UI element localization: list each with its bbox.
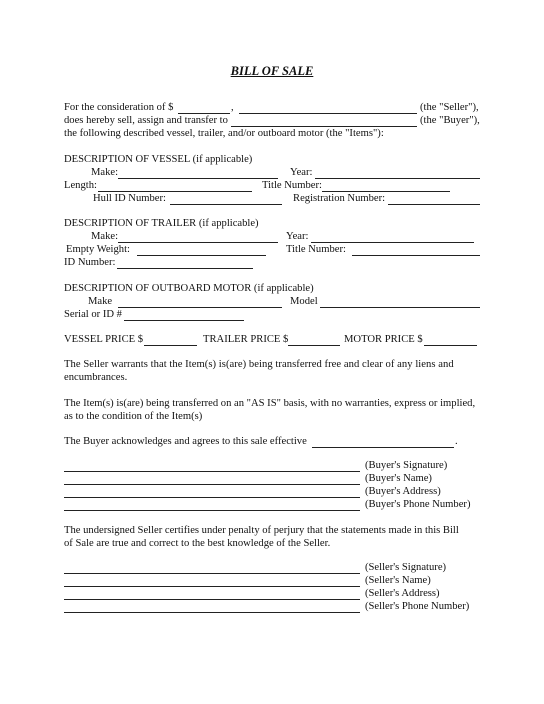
trailer-empty-weight-field[interactable] — [137, 255, 266, 256]
vessel-registration-label: Registration Number: — [293, 193, 386, 204]
buyer-label: (the "Buyer"), — [420, 115, 480, 126]
vessel-make-field[interactable] — [118, 178, 278, 179]
seller-phone-label: (Seller's Phone Number) — [365, 601, 470, 612]
motor-model-label: Model — [290, 296, 318, 307]
seller-label: (the "Seller"), — [420, 102, 479, 113]
trailer-year-label: Year: — [286, 231, 309, 242]
buyer-phone-field[interactable] — [64, 510, 360, 511]
vessel-year-field[interactable] — [315, 178, 480, 179]
vessel-price-label: VESSEL PRICE $ — [64, 334, 144, 345]
effective-period: . — [455, 436, 458, 447]
motor-make-field[interactable] — [118, 307, 282, 308]
seller-signature-label: (Seller's Signature) — [365, 562, 447, 573]
buyer-signature-label: (Buyer's Signature) — [365, 460, 448, 471]
vessel-length-label: Length: — [64, 180, 97, 191]
trailer-title-number-label: Title Number: — [286, 244, 346, 255]
vessel-hull-id-field[interactable] — [170, 204, 282, 205]
seller-address-field[interactable] — [64, 599, 360, 600]
effective-date-label: The Buyer acknowledges and agrees to this sale effective — [64, 436, 307, 447]
trailer-price-label: TRAILER PRICE $ — [203, 334, 289, 345]
vessel-hull-id-label: Hull ID Number: — [93, 193, 166, 204]
as-is-text-line-2: as to the condition of the Item(s) — [64, 411, 203, 422]
vessel-price-field[interactable] — [144, 345, 197, 346]
effective-date-field[interactable] — [312, 447, 454, 448]
motor-price-field[interactable] — [424, 345, 477, 346]
buyer-signature-field[interactable] — [64, 471, 360, 472]
trailer-heading: DESCRIPTION OF TRAILER (if applicable) — [64, 218, 259, 229]
items-description-text: the following described vessel, trailer, and/or outboard motor (the "Items"): — [64, 128, 384, 139]
vessel-title-number-label: Title Number: — [262, 180, 322, 191]
document-title: BILL OF SALE — [230, 64, 314, 78]
buyer-phone-label: (Buyer's Phone Number) — [365, 499, 471, 510]
comma: , — [231, 102, 234, 113]
buyer-address-label: (Buyer's Address) — [365, 486, 441, 497]
buyer-name-label: (Buyer's Name) — [365, 473, 432, 484]
motor-serial-label: Serial or ID # — [64, 309, 122, 320]
trailer-make-field[interactable] — [118, 242, 278, 243]
seller-address-label: (Seller's Address) — [365, 588, 440, 599]
as-is-text-line-1: The Item(s) is(are) being transferred on an "AS IS" basis, with no warranties, express or implied, — [64, 398, 476, 409]
vessel-registration-field[interactable] — [388, 204, 480, 205]
buyer-address-field[interactable] — [64, 497, 360, 498]
vessel-make-label: Make: — [91, 167, 119, 178]
seller-signature-field[interactable] — [64, 573, 360, 574]
consideration-label: For the consideration of $ — [64, 102, 174, 113]
seller-name-field[interactable] — [239, 113, 417, 114]
seller-phone-field[interactable] — [64, 612, 360, 613]
certify-text-line-1: The undersigned Seller certifies under penalty of perjury that the statements made in this Bill — [64, 525, 459, 536]
trailer-title-number-field[interactable] — [352, 255, 480, 256]
motor-serial-field[interactable] — [124, 320, 244, 321]
seller-name-line[interactable] — [64, 586, 360, 587]
warranty-text-line-1: The Seller warrants that the Item(s) is(are) being transferred free and clear of any liens and — [64, 359, 454, 370]
motor-price-label: MOTOR PRICE $ — [344, 334, 423, 345]
motor-model-field[interactable] — [320, 307, 480, 308]
trailer-id-number-field[interactable] — [117, 268, 253, 269]
transfer-label: does hereby sell, assign and transfer to — [64, 115, 228, 126]
trailer-empty-weight-label: Empty Weight: — [66, 244, 130, 255]
seller-name-label: (Seller's Name) — [365, 575, 431, 586]
certify-text-line-2: of Sale are true and correct to the best knowledge of the Seller. — [64, 538, 331, 549]
trailer-make-label: Make: — [91, 231, 119, 242]
trailer-id-number-label: ID Number: — [64, 257, 116, 268]
trailer-price-field[interactable] — [288, 345, 340, 346]
buyer-name-line[interactable] — [64, 484, 360, 485]
vessel-year-label: Year: — [290, 167, 313, 178]
motor-heading: DESCRIPTION OF OUTBOARD MOTOR (if applicable) — [64, 283, 314, 294]
vessel-heading: DESCRIPTION OF VESSEL (if applicable) — [64, 154, 253, 165]
motor-make-label: Make — [88, 296, 113, 307]
warranty-text-line-2: encumbrances. — [64, 372, 128, 383]
